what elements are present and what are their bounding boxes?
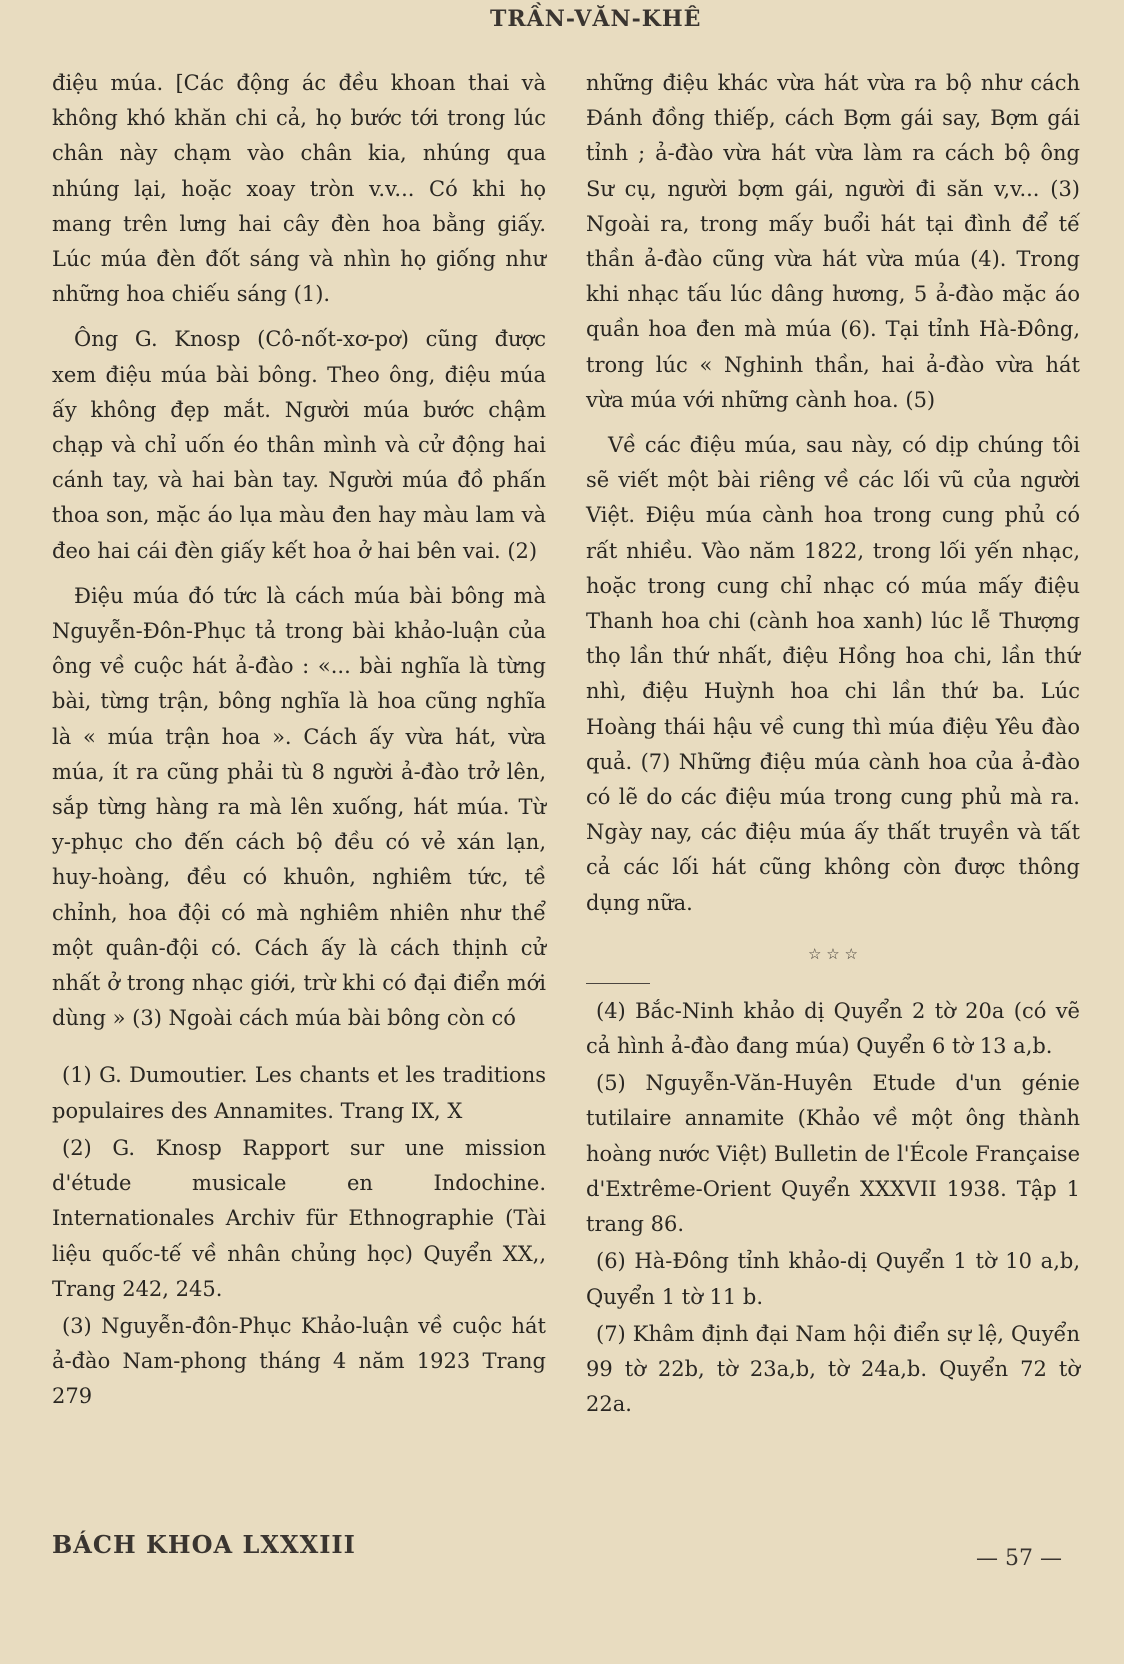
footnotes-left: [52, 1058, 546, 1414]
footnote: (7) Khâm định đại Nam hội điển sự lệ, Quyển 99 tờ 22b, tờ 23a,b, tờ 24a,b. Quyển 72 tờ 22a.: [586, 1321, 1080, 1417]
footnote: (2) G. Knosp Rapport sur une mission d'étude musicale en Indochine. Internationales Archiv für Ethnographie (Tài liệu quốc-tế về nhân chủng học) Quyển XX,, Trang 242, 245.: [52, 1135, 546, 1301]
left-column: [52, 66, 546, 1415]
paragraph: Về các điệu múa, sau này, có dịp chúng tôi sẽ viết một bài riêng về các lối vũ của người Việt. Điệu múa cành hoa trong cung phủ có rất nhiều. Vào năm 1822, trong lối yến nhạc, hoặc trong cung chỉ nhạc có múa mấy điệu Thanh hoa chi (cành hoa xanh) lúc lễ Thượng thọ lần thứ nhất, điệu Hồng hoa chi, lần thứ nhì, điệu Huỳnh hoa chi lần thứ ba. Lúc Hoàng thái hậu về cung thì múa điệu Yêu đào quả. (7) Những điệu múa cành hoa của ả-đào có lẽ do các điệu múa trong cung phủ mà ra. Ngày nay, các điệu múa ấy thất truyền và tất cả các lối hát cũng không còn được thông dụng nữa.: [586, 433, 1080, 915]
paragraph: điệu múa. [Các động ác đều khoan thai và không khó khăn chi cả, họ bước tới trong lúc chân này chạm vào chân kia, nhúng qua nhúng lại, hoặc xoay tròn v.v... Có khi họ mang trên lưng hai cây đèn hoa bằng giấy. Lúc múa đèn đốt sáng và nhìn họ giống như những hoa chiếu sáng (1).: [52, 71, 546, 307]
footnote: (1) G. Dumoutier. Les chants et les traditions populaires des Annamites. Trang IX, X: [52, 1063, 546, 1123]
paragraph: Ông G. Knosp (Cô-nốt-xơ-pơ) cũng được xem điệu múa bài bông. Theo ông, điệu múa ấy không đẹp mắt. Người múa bước chậm chạp và chỉ uốn éo thân mình và cử động hai cánh tay, và hai bàn tay. Người múa đồ phấn thoa son, mặc áo lụa màu đen hay màu lam và đeo hai cái đèn giấy kết hoa ở hai bên vai. (2): [52, 327, 546, 563]
page-number: — 57 —: [976, 1546, 1062, 1571]
footnote: (5) Nguyễn-Văn-Huyên Etude d'un génie tutilaire annamite (Khảo về một ông thành hoàng nước Việt) Bulletin de l'École Française d'Extrême-Orient Quyển XXXVII 1938. Tập 1 trang 86.: [586, 1071, 1080, 1237]
paragraph: Điệu múa đó tức là cách múa bài bông mà Nguyễn-Đôn-Phục tả trong bài khảo-luận của ông về cuộc hát ả-đào : «... bài nghĩa là từng bài, từng trận, bông nghĩa là hoa cũng nghĩa là « múa trận hoa ». Cách ấy vừa hát, vừa múa, ít ra cũng phải tù 8 người ả-đào trở lên, sắp từng hàng ra mà lên xuống, hát múa. Từ y-phục cho đến cách bộ đều có vẻ xán lạn, huy-hoàng, đều có khuôn, nghiêm tức, tề chỉnh, hoa đội có mà nghiêm nhiên như thể một quân-đội có. Cách ấy là cách thịnh cử nhất ở trong nhạc giới, trừ khi có đại điển mới dùng » (3) Ngoài cách múa bài bông còn có: [52, 583, 546, 1031]
running-head: TRẦN-VĂN-KHÊ: [490, 6, 702, 32]
paragraph: những điệu khác vừa hát vừa ra bộ như cách Đánh đồng thiếp, cách Bợm gái say, Bợm gái tỉnh ; ả-đào vừa hát vừa làm ra cách bộ ông Sư cụ, người bợm gái, người đi săn v,v... (3) Ngoài ra, trong mấy buổi hát tại đình để tế thần ả-đào cũng vừa hát vừa múa (4). Trong khi nhạc tấu lúc dâng hương, 5 ả-đào mặc áo quần hoa đen mà múa (6). Tại tỉnh Hà-Đông, trong lúc « Nghinh thần, hai ả-đào vừa hát vừa múa với những cành hoa. (5): [586, 71, 1080, 412]
magazine-footer: BÁCH KHOA LXXXIII: [52, 1530, 356, 1559]
footnote: (3) Nguyễn-đôn-Phục Khảo-luận về cuộc hát ả-đào Nam-phong tháng 4 năm 1923 Trang 279: [52, 1313, 546, 1409]
section-ornament: ☆ ☆ ☆: [808, 944, 858, 963]
footnote: (6) Hà-Đông tỉnh khảo-dị Quyển 1 tờ 10 a,b, Quyển 1 tờ 11 b.: [586, 1249, 1080, 1309]
footnote: (4) Bắc-Ninh khảo dị Quyển 2 tờ 20a (có vẽ cả hình ả-đào đang múa) Quyển 6 tờ 13 a,b.: [586, 998, 1080, 1059]
footnote-rule: [586, 983, 650, 984]
right-column: [586, 66, 1080, 1422]
